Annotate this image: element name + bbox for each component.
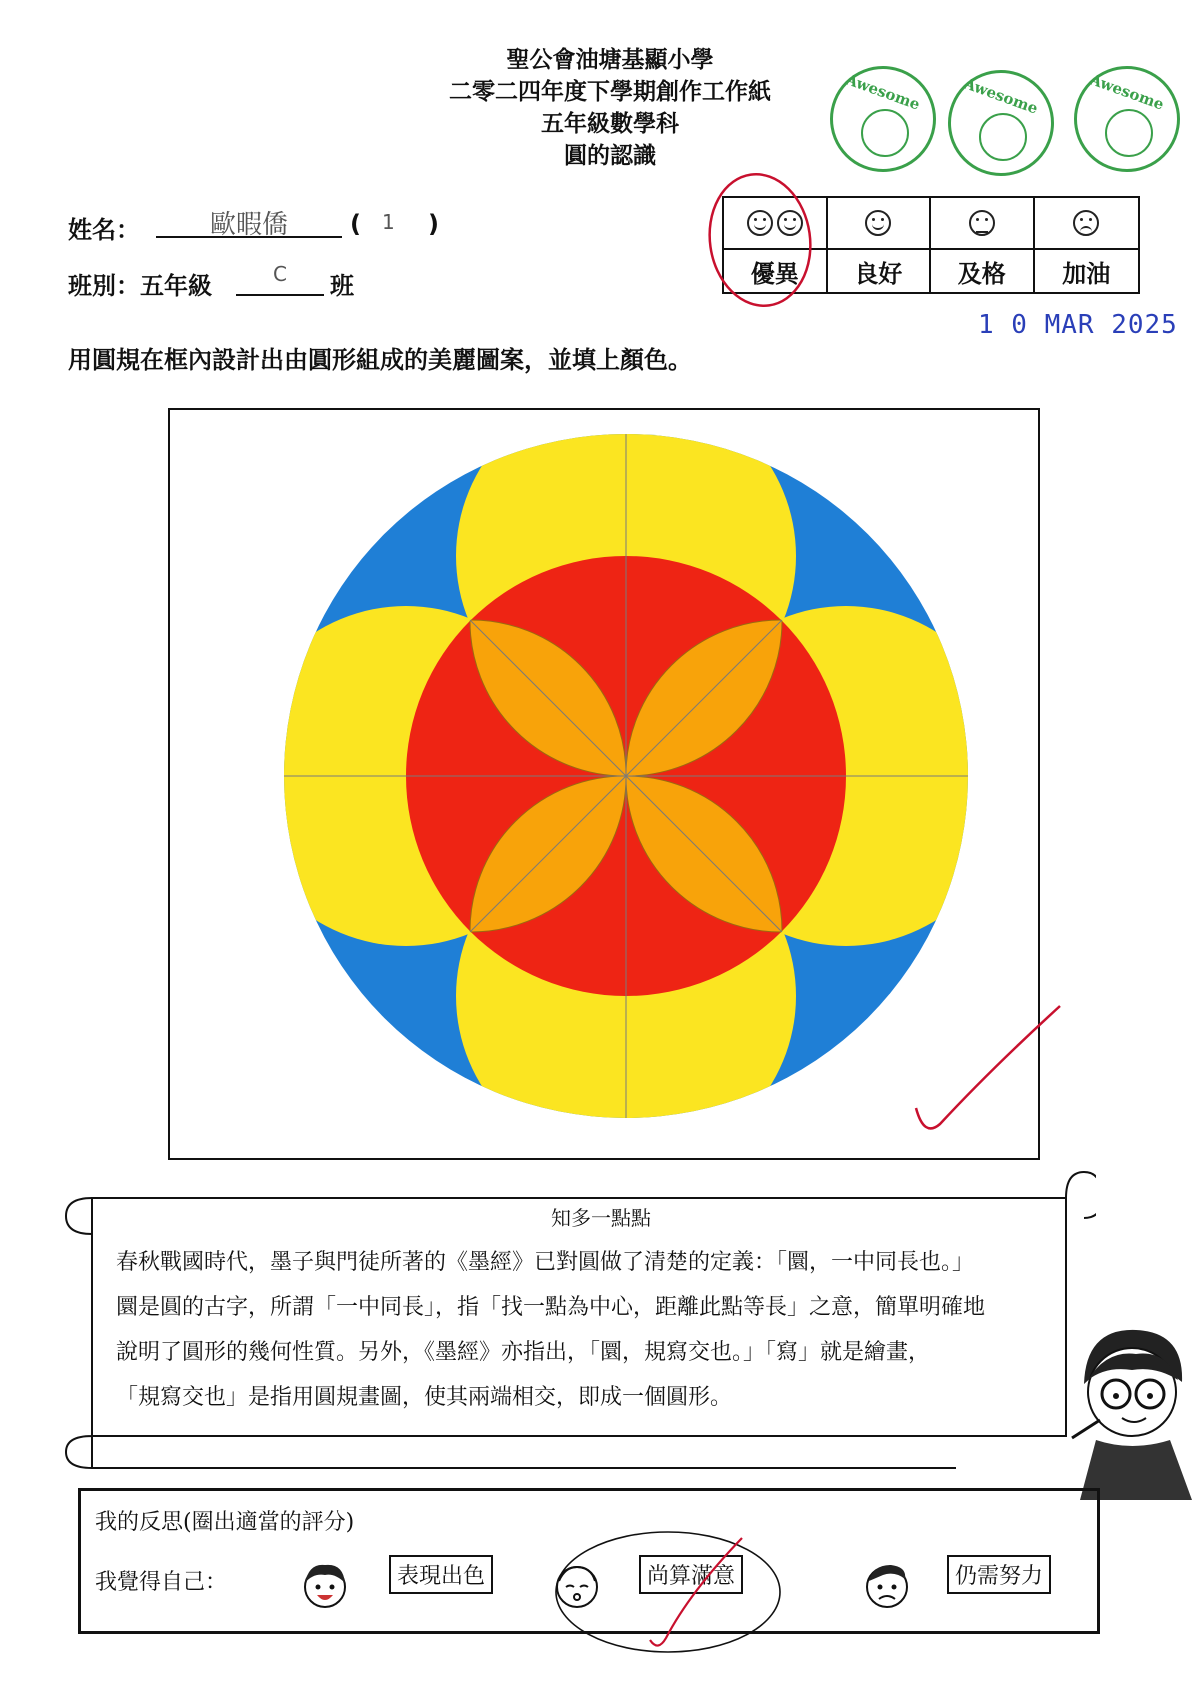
knowledge-line: 春秋戰國時代，墨子與門徒所著的《墨經》已對圓做了清楚的定義：「圜，一中同長也。」 — [116, 1250, 975, 1275]
stamp-face-icon — [861, 109, 909, 157]
knowledge-title: 知多一點點 — [551, 1206, 651, 1230]
stamp-face-icon — [979, 113, 1027, 161]
sad-face-icon — [1073, 210, 1099, 236]
rating-label-pass[interactable]: 及格 — [931, 248, 1035, 292]
cartoon-boy-icon — [1066, 1320, 1196, 1500]
worried-kid-icon — [861, 1559, 913, 1613]
topic-title: 圓的認識 — [564, 143, 656, 169]
term-title: 二零二四年度下學期創作工作紙 — [449, 79, 771, 105]
class-field[interactable]: C — [236, 262, 324, 296]
task-instruction: 用圓規在框內設計出由圓形組成的美麗圖案，並填上顏色。 — [68, 346, 692, 374]
reflection-self-label: 我覺得自己： — [95, 1570, 228, 1595]
reflection-selection-circle — [550, 1522, 790, 1662]
number-close: ) — [428, 210, 439, 238]
neutral-face-icon — [969, 210, 995, 236]
class-label: 班別：五年級 — [68, 272, 212, 300]
teacher-check-mark — [900, 1000, 1080, 1150]
knowledge-line: 圜是圓的古字，所謂「一中同長」，指「找一點為中心，距離此點等長」之意，簡單明確地 — [116, 1295, 986, 1320]
option-excellent[interactable]: 表現出色 — [389, 1555, 493, 1594]
subject-title: 五年級數學科 — [541, 111, 679, 137]
student-number-field[interactable]: 1 — [382, 210, 395, 234]
smile-face-icon — [865, 210, 891, 236]
name-field[interactable]: 歐暇僑 — [156, 204, 342, 238]
rating-faces-tryharder — [1035, 198, 1139, 248]
stamp-face-icon — [1105, 109, 1153, 157]
school-name: 聖公會油塘基顯小學 — [506, 47, 714, 73]
awesome-stamp-1: Awesome — [830, 66, 936, 172]
number-open: ( — [350, 210, 361, 238]
awesome-stamp-2: Awesome — [948, 70, 1054, 176]
name-label: 姓名： — [68, 216, 140, 244]
rating-selection-circle — [700, 160, 820, 310]
knowledge-paragraph — [116, 1240, 1096, 1420]
rating-label-good[interactable]: 良好 — [828, 248, 932, 292]
class-suffix: 班 — [330, 272, 354, 300]
date-stamp: 1 0 MAR 2025 — [978, 310, 1178, 340]
knowledge-line: 「規寫交也」是指用圓規畫圖，使其兩端相交，即成一個圓形。 — [116, 1385, 733, 1410]
awesome-stamp-3: Awesome — [1074, 66, 1180, 172]
option-satisfactory[interactable]: 尚算滿意 — [639, 1555, 743, 1594]
rating-faces-good — [828, 198, 932, 248]
rating-label-excellent[interactable]: 優異 — [724, 248, 828, 292]
rating-faces-pass — [931, 198, 1035, 248]
rating-label-tryharder[interactable]: 加油 — [1035, 248, 1139, 292]
worksheet-header — [330, 44, 890, 172]
knowledge-line: 說明了圓形的幾何性質。另外，《墨經》亦指出，「圜，規寫交也。」「寫」就是繪畫， — [116, 1340, 931, 1365]
excited-kid-icon — [299, 1559, 351, 1613]
option-needs-effort[interactable]: 仍需努力 — [947, 1555, 1051, 1594]
reflection-title: 我的反思(圈出適當的評分) — [95, 1510, 355, 1535]
